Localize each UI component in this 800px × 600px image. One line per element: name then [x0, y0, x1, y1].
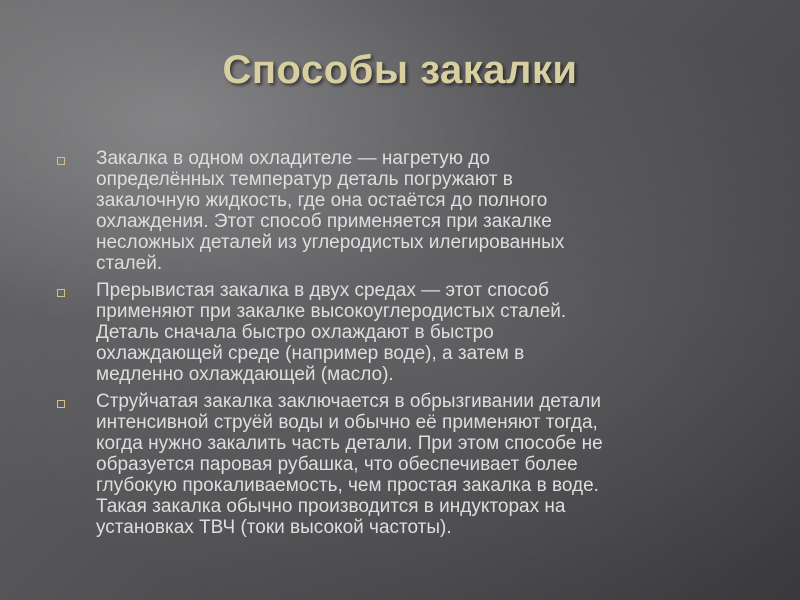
- slide-title: Способы закалки: [222, 48, 578, 92]
- bullet-list: [52, 148, 752, 544]
- square-bullet-icon: [57, 400, 65, 408]
- list-item: [52, 280, 752, 385]
- bullet-text: Закалка в одном охладителе — нагретую до определённых температур деталь погружают в закалочную жидкость, где она остаётся до полного охлаждения. Этот способ применяется при закалке несложных деталей из углеродистых илегированных сталей.: [96, 148, 565, 274]
- bullet-text: Струйчатая закалка заключается в обрызгивании детали интенсивной струёй воды и обычно её применяют тогда, когда нужно закалить часть детали. При этом способе не образуется паровая рубашка, что обеспечивает более глубокую прокаливаемость, чем простая закалка в воде. Такая закалка обычно производится в индукторах на установках ТВЧ (токи высокой частоты).: [96, 391, 603, 538]
- square-bullet-icon: [57, 289, 65, 297]
- list-item: [52, 148, 752, 274]
- square-bullet-icon: [57, 157, 65, 165]
- bullet-text: Прерывистая закалка в двух средах — этот способ применяют при закалке высокоуглеродистых сталей. Деталь сначала быстро охлаждают в быстро охлаждающей среде (например воде), а затем в медленно охлаждающей (масло).: [96, 280, 567, 385]
- list-item: [52, 391, 752, 538]
